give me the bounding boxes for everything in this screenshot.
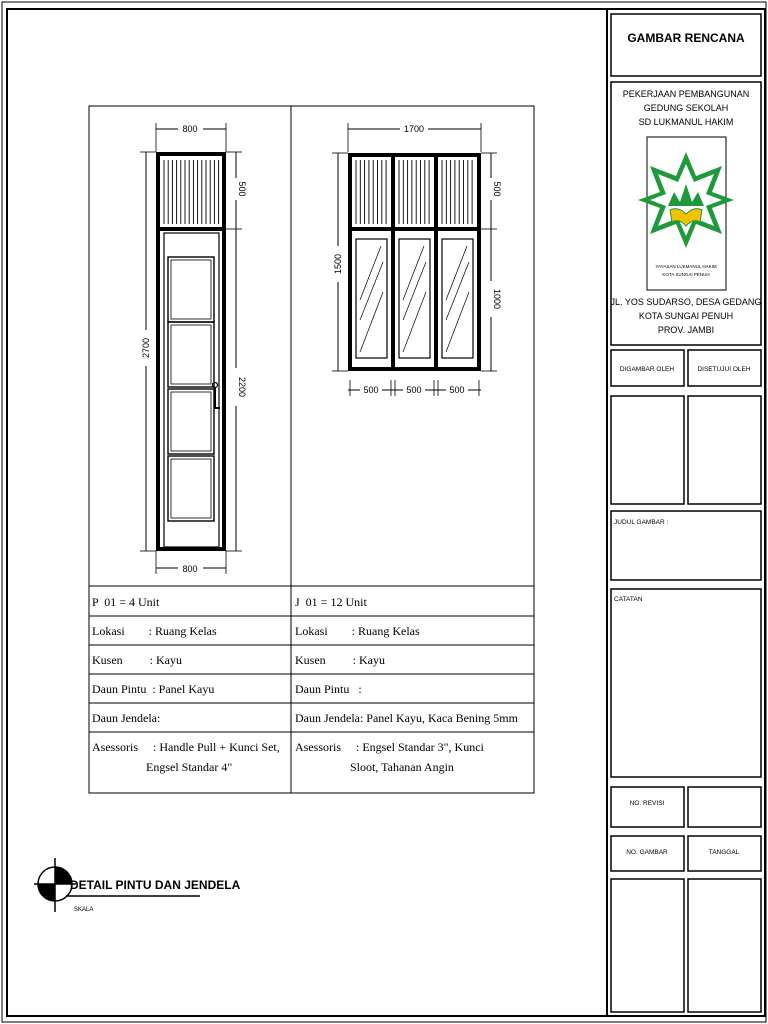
logo-text-2: KOTA SUNGAI PENUH: [662, 272, 710, 277]
spec-left-row-6-cont: Engsel Standar 4": [146, 760, 233, 774]
window-total-height-label: 1500: [333, 253, 343, 275]
title-block: [611, 14, 762, 1012]
glass-hatch: [403, 292, 426, 352]
door-width-bottom-label: 800: [182, 564, 198, 574]
door-panel: [168, 322, 214, 387]
door-panel-height-label: 2200: [237, 376, 247, 398]
revision-value-box: [688, 787, 761, 827]
door-dim-width-top: [156, 123, 226, 152]
revision-label-box: [611, 787, 684, 827]
school-logo: [638, 137, 734, 290]
door-panel: [168, 456, 214, 521]
door-dim-width-bottom: [156, 551, 226, 574]
spec-right-row-4: Daun Pintu :: [295, 682, 362, 696]
door-vent-louvers: [164, 160, 219, 224]
drawing-title-label: JUDUL GAMBAR :: [614, 519, 669, 526]
approved-by-signature-box: [688, 396, 761, 504]
window-vent-height-label: 500: [492, 181, 502, 197]
window-pane-width-1: 500: [363, 385, 379, 395]
glass-hatch: [446, 246, 467, 300]
detail-title: DETAIL PINTU DAN JENDELA: [70, 878, 241, 892]
approved-by-label: DISETUJUI OLEH: [697, 366, 751, 373]
notes-box: [611, 589, 761, 777]
window-dim-width: [348, 123, 481, 152]
door-dim-height-total: [140, 152, 156, 551]
elevation-panel: [89, 106, 534, 586]
spec-left-row-4: Daun Pintu : Panel Kayu: [92, 682, 215, 696]
project-line-2: GEDUNG SEKOLAH: [643, 103, 729, 113]
spec-right-row-6-cont: Sloot, Tahanan Angin: [350, 760, 454, 774]
spec-right-row-5: Daun Jendela: Panel Kayu, Kaca Bening 5mm: [295, 711, 518, 725]
project-line-1: PEKERJAAN PEMBANGUNAN: [622, 89, 750, 99]
sheet-header: GAMBAR RENCANA: [627, 31, 745, 45]
door-panel-inset: [171, 325, 211, 384]
date-value-box: [688, 879, 761, 1012]
project-line-3: SD LUKMANUL HAKIM: [638, 117, 734, 127]
drawing-no-label: NO. GAMBAR: [626, 849, 668, 856]
glass-hatch: [360, 292, 383, 352]
spec-table: [89, 586, 534, 793]
spec-left-row-3: Kusen : Kayu: [92, 653, 182, 667]
window-width-label: 1700: [403, 124, 425, 134]
door-vent-height-label: 500: [237, 181, 247, 197]
glass-hatch: [360, 246, 381, 300]
drawn-by-label: DIGAMBAR OLEH: [619, 366, 675, 373]
window-dim-vent-height: [481, 153, 502, 229]
window-vent-louvers: [356, 160, 472, 224]
glass-hatch: [403, 246, 424, 300]
door-elevation: [140, 123, 247, 574]
window-pane-width-2: 500: [406, 385, 422, 395]
window-dim-pane-widths: [348, 380, 481, 396]
door-width-top-label: 800: [182, 124, 198, 134]
address-line-2: KOTA SUNGAI PENUH: [638, 311, 734, 321]
door-panel-inset: [171, 459, 211, 518]
window-dim-total-height: [332, 153, 348, 371]
window-pane-width-3: 500: [449, 385, 465, 395]
spec-right-row-1: J 01 = 12 Unit: [295, 595, 367, 609]
window-elevation: [332, 123, 502, 396]
spec-left-row-6: Asessoris : Handle Pull + Kunci Set,: [92, 740, 280, 754]
door-total-height-label: 2700: [141, 337, 151, 359]
window-dim-glass-height: [481, 229, 502, 371]
spec-right-row-3: Kusen : Kayu: [295, 653, 385, 667]
spec-left-row-1: P 01 = 4 Unit: [92, 595, 160, 609]
door-panel: [168, 257, 214, 322]
notes-label: CATATAN: [614, 596, 643, 603]
door-dim-panel-height: [226, 229, 247, 551]
glass-hatch: [446, 292, 469, 352]
window-glass-height-label: 1000: [492, 288, 502, 310]
date-label: TANGGAL: [708, 849, 740, 856]
logo-text-1: YAYASAN LUKMANUL HAKIM: [655, 264, 717, 269]
detail-title-block: [34, 858, 241, 913]
door-panel-inset: [171, 260, 211, 319]
spec-right-row-6: Asessoris : Engsel Standar 3", Kunci: [295, 740, 484, 754]
header-box: [611, 14, 761, 76]
spec-left-row-5: Daun Jendela:: [92, 711, 161, 725]
door-panels: [168, 257, 214, 521]
address-line-1: JL. YOS SUDARSO, DESA GEDANG: [610, 297, 762, 307]
door-handle-icon: [213, 383, 218, 388]
door-panel: [168, 389, 214, 454]
door-dim-vent-height: [226, 152, 247, 229]
drawing-no-value-box: [611, 879, 684, 1012]
address-line-3: PROV. JAMBI: [657, 325, 715, 335]
drawn-by-signature-box: [611, 396, 684, 504]
spec-left-row-2: Lokasi : Ruang Kelas: [92, 624, 217, 638]
spec-right-row-2: Lokasi : Ruang Kelas: [295, 624, 420, 638]
window-glass-panes: [356, 239, 473, 358]
revision-label: NO. REVISI: [629, 800, 665, 807]
detail-scale-label: SKALA: [74, 907, 94, 913]
door-panel-inset: [171, 392, 211, 451]
